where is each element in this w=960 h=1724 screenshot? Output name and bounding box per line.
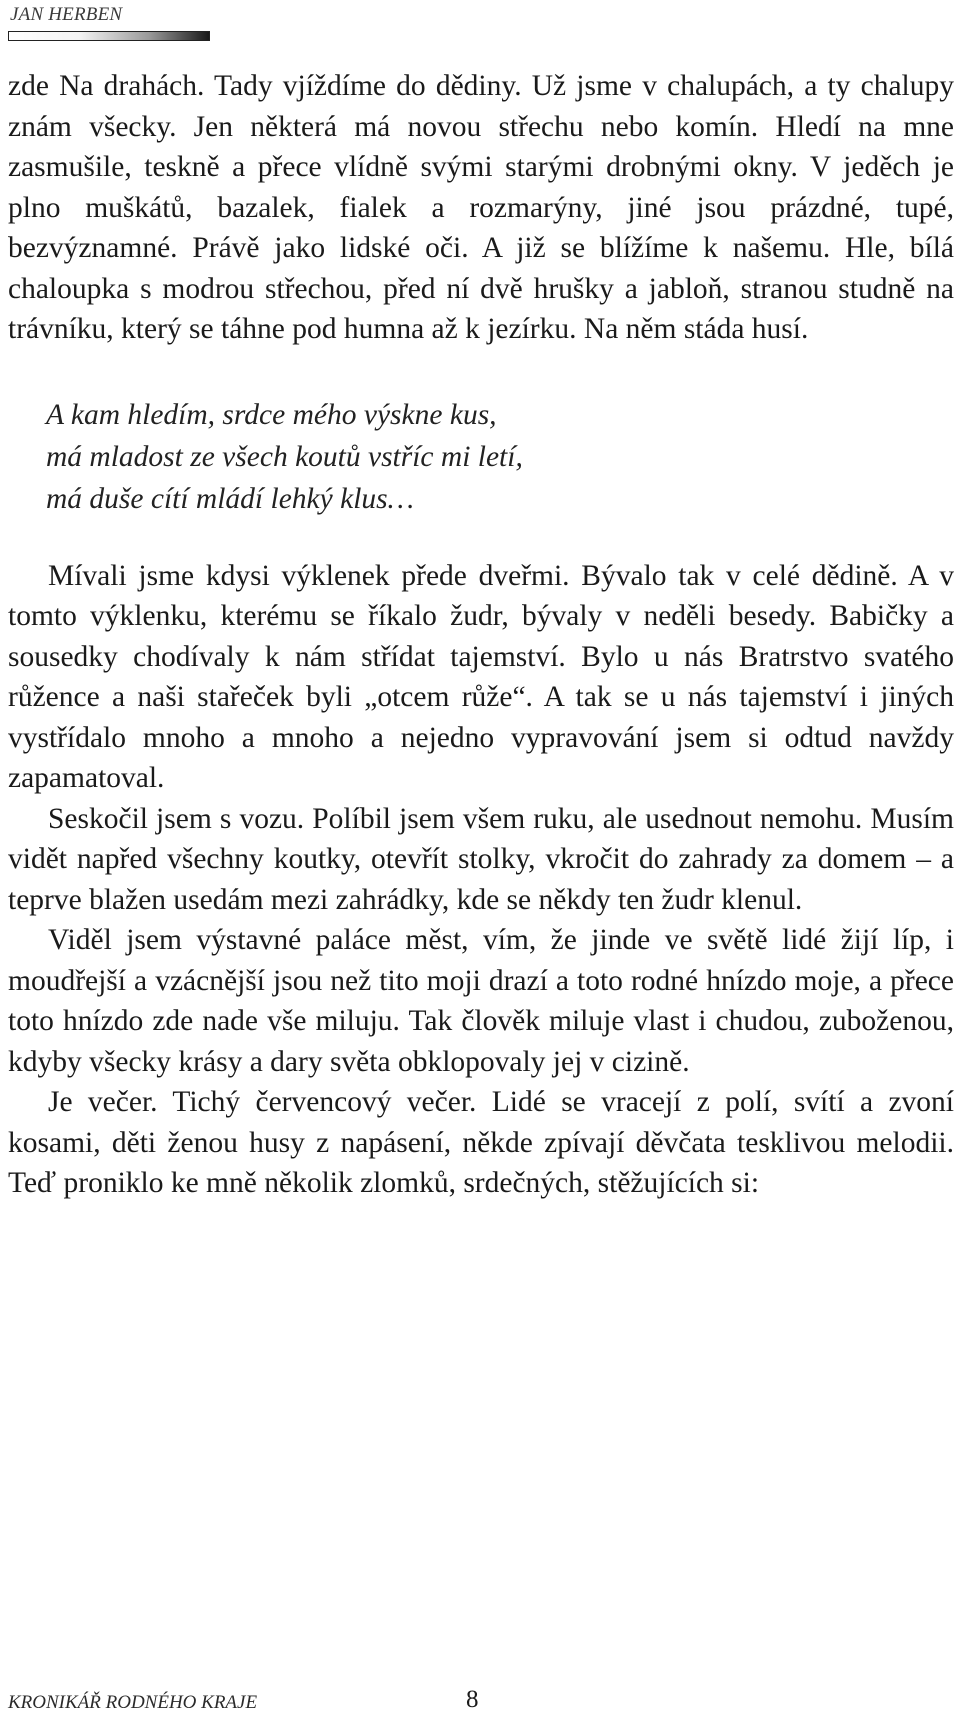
verse-line-2: má mladost ze všech koutů vstříc mi letí,	[46, 440, 523, 473]
footer-book-title: KRONIKÁŘ RODNÉHO KRAJE	[8, 1692, 258, 1713]
paragraph-4: Viděl jsem výstavné paláce měst, vím, že jinde ve světě lidé žijí líp, i moudřejší a vzácnější jsou než tito moji drazí a toto rodné hnízdo moje, a přece toto hnízdo zde nade vše miluju. Tak člověk miluje vlast i chudou, zuboženou, kdyby všecky krásy a dary světa obklopovaly jej v cizině.	[8, 924, 954, 1078]
paragraph-1: zde Na drahách. Tady vjíždíme do dědiny. Už jsme v chalupách, a ty chalupy znám všecky. Jen některá má novou střechu nebo komín. Hledí na mne zasmušile, teskně a přece vlídně svými starými drobnými okny. V jeděch je plno muškátů, bazalek, fialek a rozmarýny, jiné jsou prázdné, tupé, bezvýznamné. Právě jako lidské oči. A již se blížíme k našemu. Hle, bílá chaloupka s modrou střechou, před ní dvě hrušky a jabloň, stranou studně na trávníku, který se táhne pod humna až k jezírku. Na něm stáda husí.	[8, 70, 954, 345]
header-gradient-rule	[8, 31, 210, 41]
page-body	[8, 66, 954, 1204]
verse-line-3: má duše cítí mládí lehký klus…	[46, 482, 414, 515]
paragraph-5: Je večer. Tichý červencový večer. Lidé se vracejí z polí, svítí a zvoní kosami, děti ženou husy z napásení, někde zpívají děvčata tesklivou melodii. Teď proniklo ke mně několik zlomků, srdečných, stěžujících si:	[8, 1086, 954, 1199]
paragraph-3: Seskočil jsem s vozu. Políbil jsem všem ruku, ale usednout nemohu. Musím vidět napřed všechny koutky, otevřít stolky, vkročit do zahrady za domem – a teprve blažen usedám mezi zahrádky, kde se někdy ten žudr klenul.	[8, 802, 954, 916]
verse-line-1: A kam hledím, srdce mého výskne kus,	[46, 398, 497, 431]
page-number: 8	[466, 1686, 479, 1713]
verse-block	[46, 394, 954, 520]
running-header: JAN HERBEN	[10, 4, 123, 25]
paragraph-2: Mívali jsme kdysi výklenek přede dveřmi. Bývalo tak v celé dědině. A v tomto výklenku, kterému se říkalo žudr, bývaly v neděli besedy. Babičky a sousedky chodívaly k nám střídat tajemství. Bylo u nás Bratrstvo svatého růžence a naši stařeček byli „otcem růže“. A tak se u nás tajemství i jiných vystřídalo mnoho a mnoho a nejedno vypravování jsem si odtud navždy zapamatoval.	[8, 559, 954, 794]
